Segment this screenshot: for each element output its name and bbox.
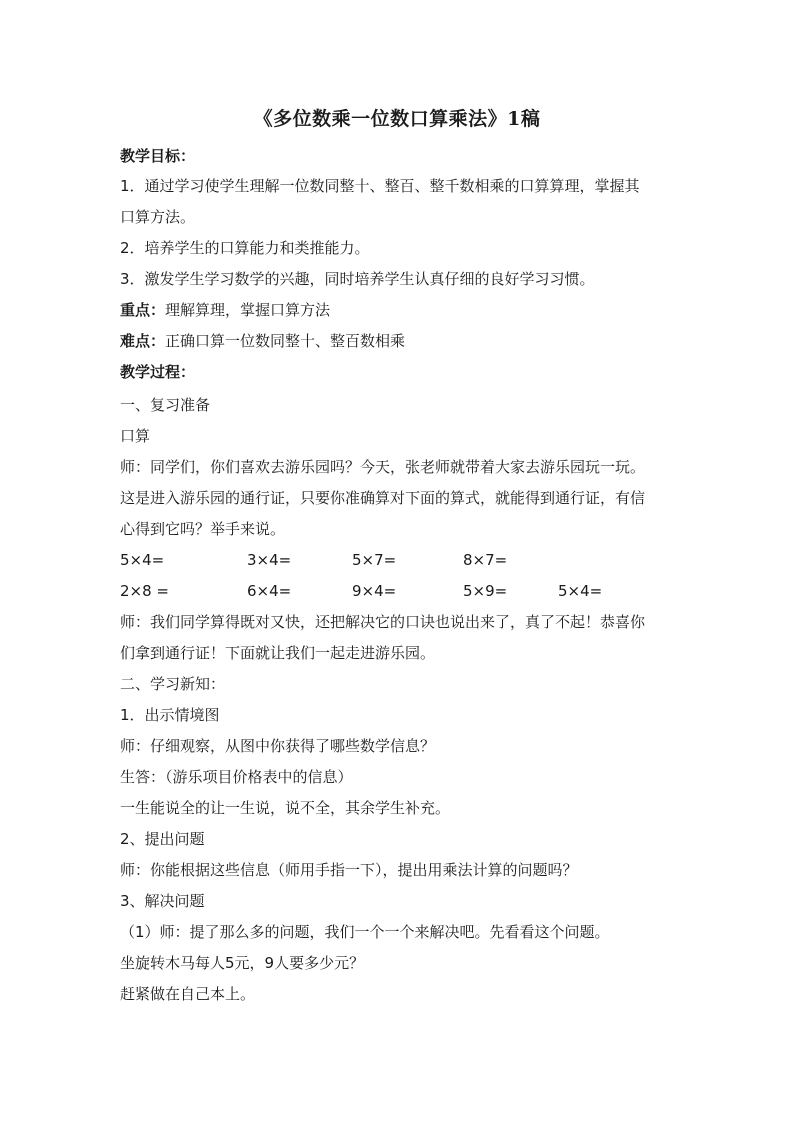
math-expression: 5×4= <box>120 551 165 569</box>
student-answer: 生答：（游乐项目价格表中的信息） <box>120 768 353 786</box>
section-1-heading: 一、复习准备 <box>120 396 211 414</box>
instruction-write: 赶紧做在自己本上。 <box>120 985 256 1003</box>
teacher-question: 师：你能根据这些信息（师用手指一下），提出用乘法计算的问题吗？ <box>120 861 578 879</box>
document-title: 《多位数乘一位数口算乘法》1稿 <box>253 108 541 130</box>
step-2: 2、提出问题 <box>120 830 205 848</box>
objectives-heading: 教学目标： <box>120 147 196 165</box>
step-1: 1．出示情境图 <box>120 706 220 724</box>
difficulty <box>120 331 405 351</box>
step-3: 3、解决问题 <box>120 892 205 910</box>
note-supplement: 一生能说全的让一生说，说不全，其余学生补充。 <box>120 799 451 817</box>
difficulty-label: 难点： <box>120 332 166 350</box>
teacher-intro-line1: 师：同学们，你们喜欢去游乐园吗？今天，张老师就带着大家去游乐园玩一玩。 <box>120 458 646 476</box>
objective-2: 2．培养学生的口算能力和类推能力。 <box>120 239 370 257</box>
sub-step-1: （1）师：提了那么多的问题，我们一个一个来解决吧。先看看这个问题。 <box>120 923 610 941</box>
math-expression: 5×7= <box>352 551 397 569</box>
objective-1-line1: 1．通过学习使学生理解一位数同整十、整百、整千数相乘的口算算理，掌握其 <box>120 177 640 195</box>
math-expression: 2×8 = <box>120 582 169 600</box>
key-point <box>120 300 330 320</box>
key-point-label: 重点： <box>120 301 166 319</box>
teacher-praise-line1: 师：我们同学算得既对又快，还把解决它的口诀也说出来了，真了不起！恭喜你 <box>120 613 646 631</box>
objective-3: 3．激发学生学习数学的兴趣，同时培养学生认真仔细的良好学习习惯。 <box>120 270 595 288</box>
math-expression: 9×4= <box>352 582 397 600</box>
teacher-praise-line2: 们拿到通行证！下面就让我们一起走进游乐园。 <box>120 644 436 662</box>
math-expression: 5×9= <box>463 582 508 600</box>
math-expression: 8×7= <box>463 551 508 569</box>
key-point-text: 理解算理，掌握口算方法 <box>165 301 331 319</box>
question-carousel: 坐旋转木马每人5元，9人要多少元？ <box>120 954 365 972</box>
process-heading: 教学过程： <box>120 363 196 381</box>
oral-calc-label: 口算 <box>120 427 151 445</box>
math-expression: 3×4= <box>247 551 292 569</box>
teacher-intro-line2: 这是进入游乐园的通行证，只要你准确算对下面的算式，就能得到通行证，有信 <box>120 489 646 507</box>
teacher-observe: 师：仔细观察，从图中你获得了哪些数学信息？ <box>120 737 436 755</box>
difficulty-text: 正确口算一位数同整十、整百数相乘 <box>165 332 406 350</box>
teacher-intro-line3: 心得到它吗？举手来说。 <box>120 520 286 538</box>
math-expression: 5×4= <box>558 582 603 600</box>
math-expression: 6×4= <box>247 582 292 600</box>
section-2-heading: 二、学习新知： <box>120 675 226 693</box>
objective-1-line2: 口算方法。 <box>120 208 196 226</box>
